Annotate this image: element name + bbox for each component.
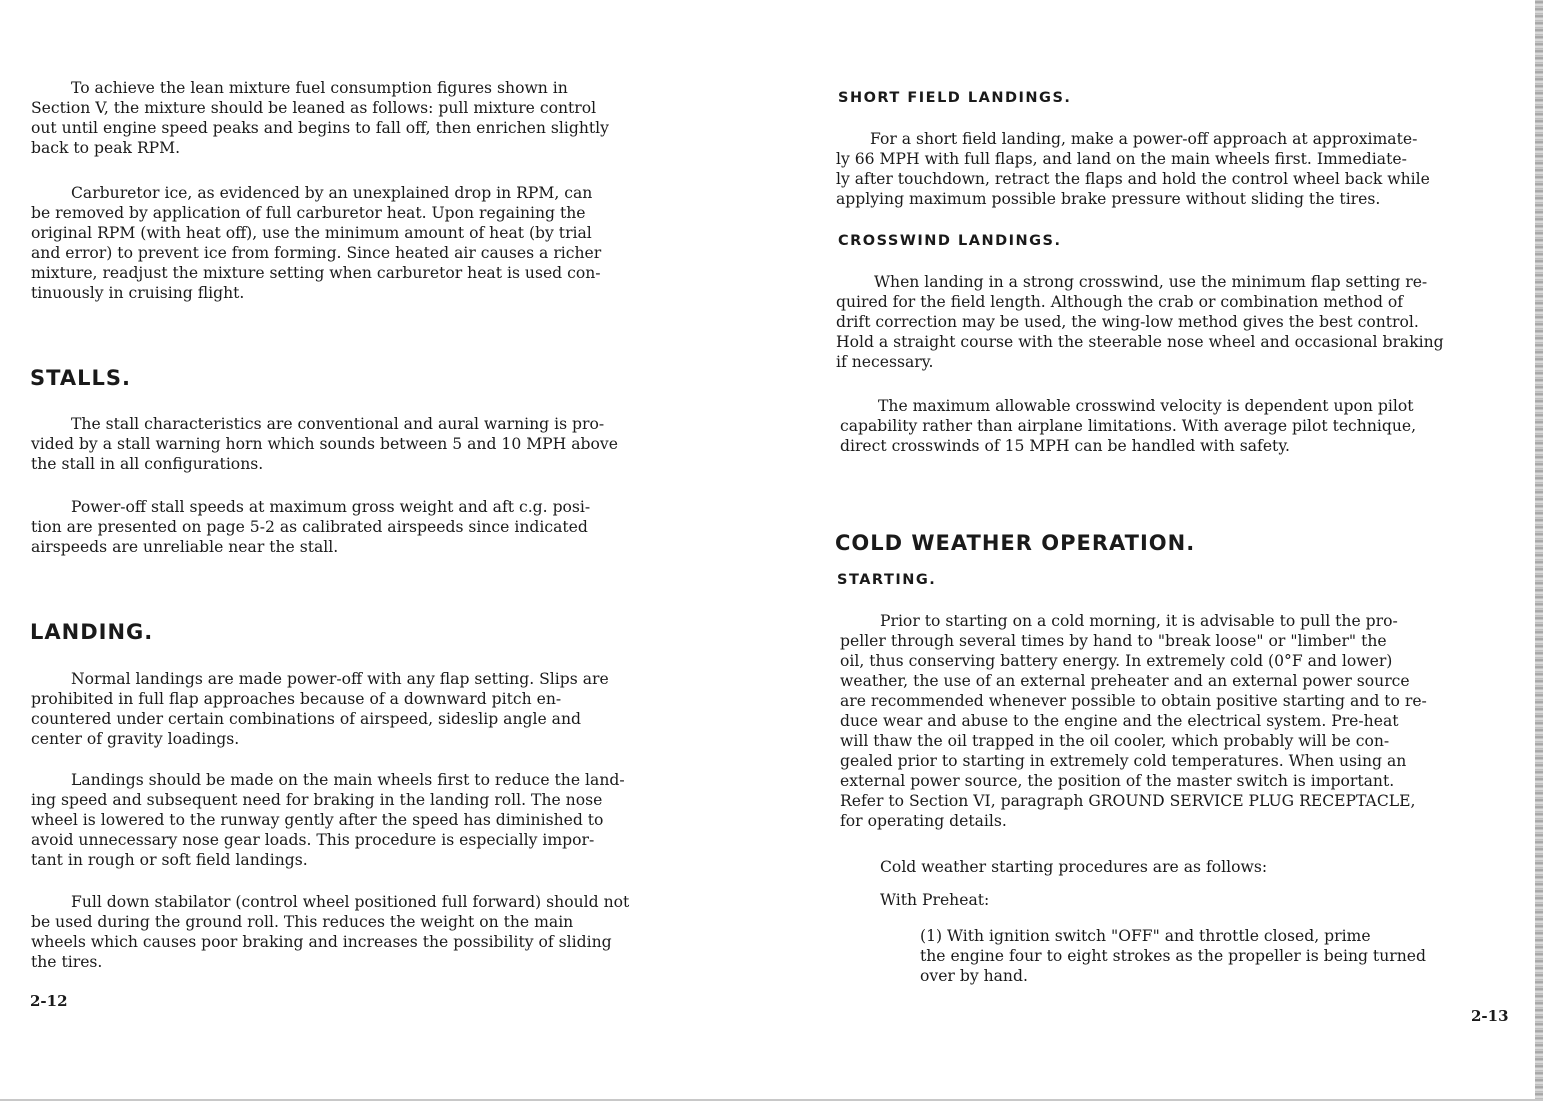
left-page: [0, 0, 760, 1101]
crosswind-landings-heading: CROSSWIND LANDINGS.: [838, 233, 1062, 249]
normal-landings-paragraph: Normal landings are made power-off with any flap setting. Slips are prohibited in full flap approaches because of a downward pitch en- countered under certain combinations of airspeed, sideslip angle and center of gravity loadings.: [31, 670, 609, 748]
carburetor-ice-paragraph: Carburetor ice, as evidenced by an unexplained drop in RPM, can be removed by application of full carburetor heat. Upon regaining the original RPM (with heat off), use the minimum amount of heat (by trial and error) to prevent ice from forming. Since heated air causes a richer mixture, readjust the mixture setting when carburetor heat is used con- tinuously in cruising flight.: [31, 184, 602, 302]
short-field-paragraph: For a short field landing, make a power-off approach at approximate- ly 66 MPH with full flaps, and land on the main wheels first. Immediate- ly after touchdown, retract the flaps and hold the control wheel back while applying maximum possible brake pressure without sliding the tires.: [836, 130, 1430, 208]
stall-speeds-paragraph: Power-off stall speeds at maximum gross weight and aft c.g. posi- tion are presented on page 5-2 as calibrated airspeeds since indicated airspeeds are unreliable near the stall.: [31, 498, 591, 556]
crosswind-velocity-paragraph: The maximum allowable crosswind velocity is dependent upon pilot capability rather than airplane limitations. With average pilot technique, direct crosswinds of 15 MPH can be handled with safety.: [840, 397, 1417, 455]
procedure-step-1: (1) With ignition switch "OFF" and throttle closed, prime the engine four to eight strokes as the propeller is being turned over by hand.: [920, 927, 1426, 985]
short-field-landings-heading: SHORT FIELD LANDINGS.: [838, 90, 1072, 106]
starting-heading: STARTING.: [837, 572, 937, 588]
with-preheat-label: With Preheat:: [880, 891, 990, 909]
stabilator-paragraph: Full down stabilator (control wheel positioned full forward) should not be used during the ground roll. This reduces the weight on the main wheels which causes poor braking and increases the possibility of sliding the tires.: [31, 893, 630, 971]
procedures-intro: Cold weather starting procedures are as follows:: [880, 858, 1268, 876]
page-number: 2-13: [1471, 1007, 1509, 1025]
page-number: 2-12: [30, 992, 68, 1010]
crosswind-technique-paragraph: When landing in a strong crosswind, use the minimum flap setting re- quired for the field length. Although the crab or combination method of drift correction may be used, the wing-low method gives the best control. Hold a straight course with the steerable nose wheel and occasional braking if necessary.: [836, 273, 1444, 371]
landing-heading: LANDING.: [30, 620, 154, 644]
page-binding-edge: [1535, 0, 1543, 1101]
mixture-paragraph: To achieve the lean mixture fuel consumption figures shown in Section V, the mixture should be leaned as follows: pull mixture control out until engine speed peaks and begins to fall off, then enrichen slightly back to peak RPM.: [31, 79, 609, 157]
cold-weather-operation-heading: COLD WEATHER OPERATION.: [835, 531, 1196, 555]
main-wheels-paragraph: Landings should be made on the main wheels first to reduce the land- ing speed and subsequent need for braking in the landing roll. The nose wheel is lowered to the runway gently after the speed has diminished to avoid unnecessary nose gear loads. This procedure is especially impor- tant in rough or soft field landings.: [31, 771, 625, 869]
stall-characteristics-paragraph: The stall characteristics are conventional and aural warning is pro- vided by a stall warning horn which sounds between 5 and 10 MPH above the stall in all configurations.: [31, 415, 618, 473]
cold-starting-paragraph: Prior to starting on a cold morning, it is advisable to pull the pro- peller through several times by hand to "break loose" or "limber" the oil, thus conserving battery energy. In extremely cold (0°F and lower) weather, the use of an external preheater and an external power source are recommended whenever possible to obtain positive starting and to re- duce wear and abuse to the engine and the electrical system. Pre-heat will thaw the oil trapped in the oil cooler, which probably will be con- gealed prior to starting in extremely cold temperatures. When using an external power source, the position of the master switch is important. Refer to Section VI, paragraph GROUND SERVICE PLUG RECEPTACLE, for operating details.: [840, 612, 1427, 830]
right-page: [770, 0, 1543, 1101]
stalls-heading: STALLS.: [30, 366, 131, 390]
